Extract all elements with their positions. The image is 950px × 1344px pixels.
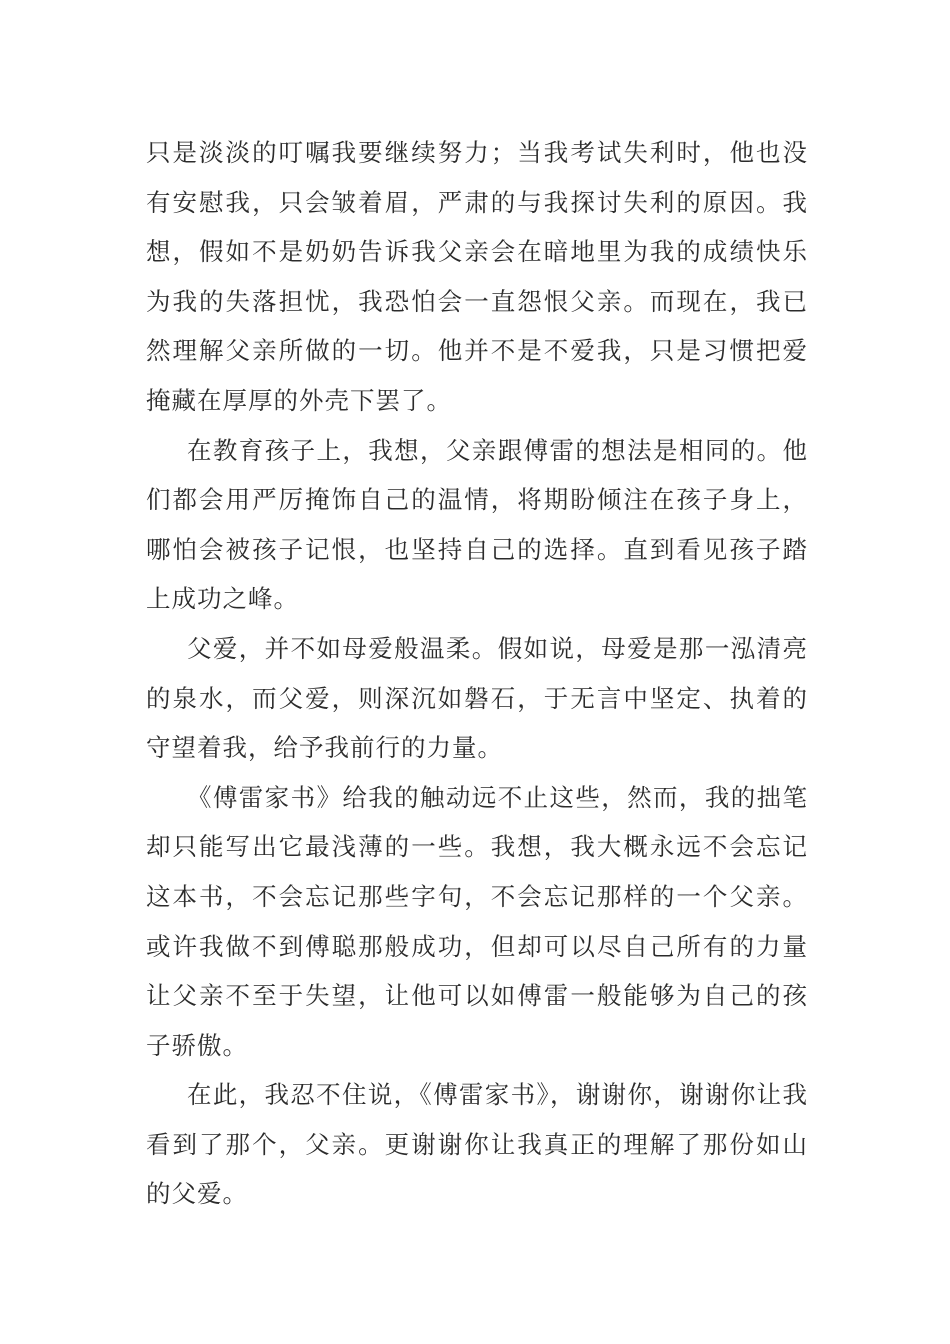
paragraph-continuation: 只是淡淡的叮嘱我要继续努力；当我考试失利时，他也没有安慰我，只会皱着眉，严肃的与我探讨失利的原因。我想，假如不是奶奶告诉我父亲会在暗地里为我的成绩快乐为我的失落担忧，我恐怕会一直怨恨父亲。而现在，我已然理解父亲所做的一切。他并不是不爱我，只是习惯把爱掩藏在厚厚的外壳下罢了。 <box>146 138 808 415</box>
document-page <box>146 128 808 1219</box>
paragraph-book-impact: 《傅雷家书》给我的触动远不止这些，然而，我的拙笔却只能写出它最浅薄的一些。我想，我大概永远不会忘记这本书，不会忘记那些字句，不会忘记那样的一个父亲。或许我做不到傅聪那般成功，但却可以尽自己所有的力量让父亲不至于失望，让他可以如傅雷一般能够为自己的孩子骄傲。 <box>146 782 808 1060</box>
paragraph-gratitude: 在此，我忍不住说，《傅雷家书》，谢谢你，谢谢你让我看到了那个，父亲。更谢谢你让我真正的理解了那份如山的父爱。 <box>146 1080 808 1209</box>
paragraph-education: 在教育孩子上，我想，父亲跟傅雷的想法是相同的。他们都会用严厉掩饰自己的温情，将期盼倾注在孩子身上，哪怕会被孩子记恨，也坚持自己的选择。直到看见孩子踏上成功之峰。 <box>146 435 808 614</box>
paragraph-fatherly-love: 父爱，并不如母爱般温柔。假如说，母爱是那一泓清亮的泉水，而父爱，则深沉如磐石，于无言中坚定、执着的守望着我，给予我前行的力量。 <box>146 633 808 763</box>
